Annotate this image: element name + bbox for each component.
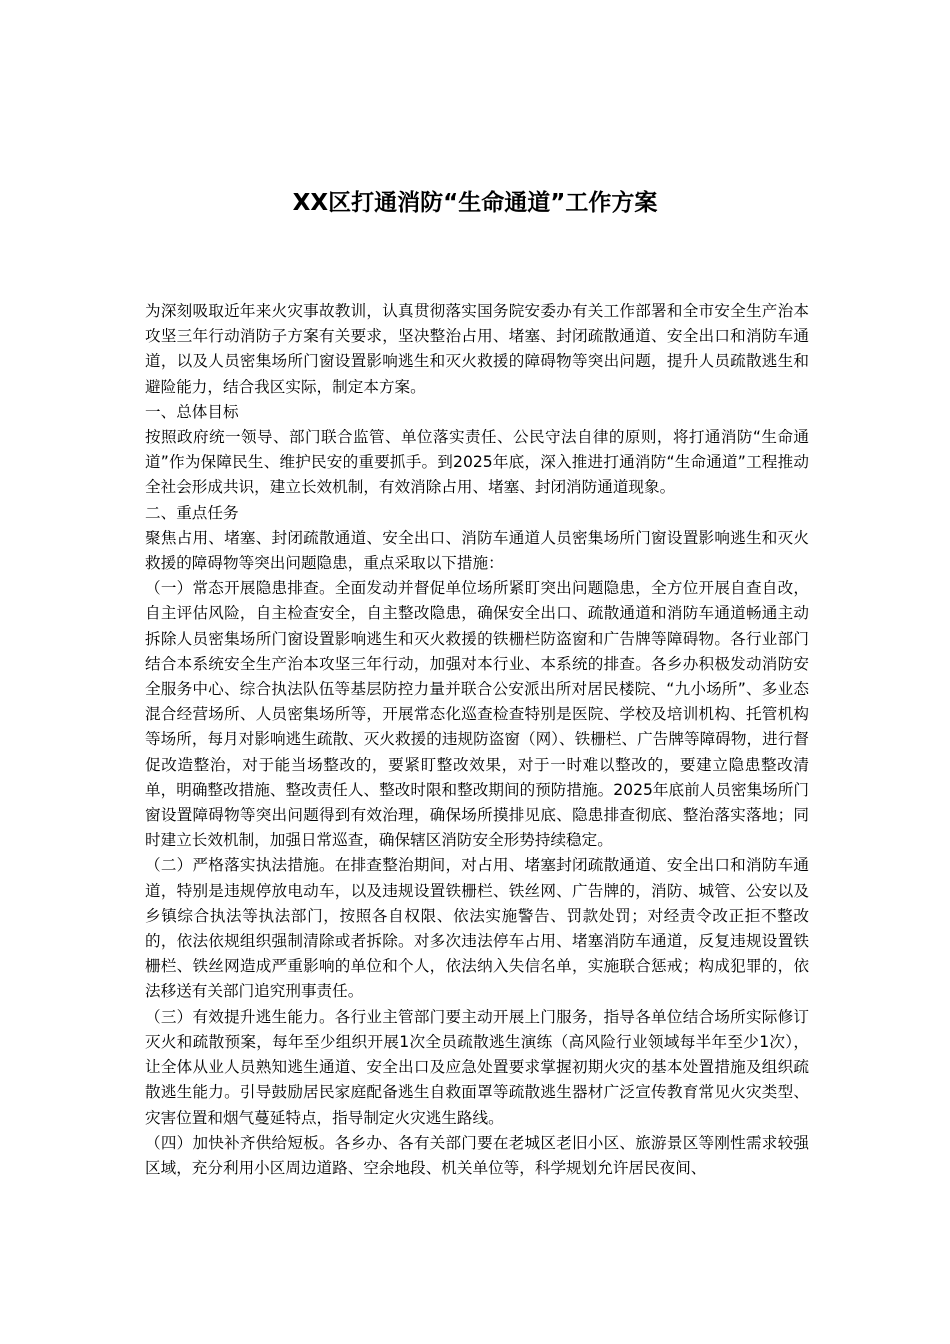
task-2-paragraph: （二）严格落实执法措施。在排查整治期间，对占用、堵塞封闭疏散通道、安全出口和消防车通道，特别是违规停放电动车，以及违规设置铁栅栏、铁丝网、广告牌的，消防、城管、公安以及乡镇综合执法等执法部门，按照各自权限、依法实施警告、罚款处罚；对经责令改正拒不整改的，依法依规组织强制清除或者拆除。对多次违法停车占用、堵塞消防车通道，反复违规设置铁栅栏、铁丝网造成严重影响的单位和个人，依法纳入失信名单，实施联合惩戒；构成犯罪的，依法移送有关部门追究刑事责任。 bbox=[145, 856, 809, 1001]
task-3-paragraph: （三）有效提升逃生能力。各行业主管部门要主动开展上门服务，指导各单位结合场所实际修订灭火和疏散预案，每年至少组织开展1次全员疏散逃生演练（高风险行业领域每半年至少1次），让全体从业人员熟知逃生通道、安全出口及应急处置要求掌握初期火灾的基本处置措施及组织疏散逃生能力。引导鼓励居民家庭配备逃生自救面罩等疏散逃生器材广泛宣传教育常见火灾类型、灾害位置和烟气蔓延特点，指导制定火灾逃生路线。 bbox=[145, 1007, 809, 1127]
key-tasks-intro-paragraph: 聚焦占用、堵塞、封闭疏散通道、安全出口、消防车通道人员密集场所门窗设置影响逃生和灭火救援的障碍物等突出问题隐患，重点采取以下措施： bbox=[145, 528, 809, 573]
section-heading-key-tasks: 二、重点任务 bbox=[145, 503, 239, 522]
document-title: XX区打通消防“生命通道”工作方案 bbox=[292, 190, 658, 216]
overall-goal-paragraph: 按照政府统一领导、部门联合监管、单位落实责任、公民守法自律的原则，将打通消防“生命通道”作为保障民生、维护民安的重要抓手。到2025年底，深入推进打通消防“生命通道”工程推动全社会形成共识，建立长效机制，有效消除占用、堵塞、封闭消防通道现象。 bbox=[145, 428, 809, 497]
task-4-paragraph: （四）加快补齐供给短板。各乡办、各有关部门要在老城区老旧小区、旅游景区等刚性需求较强区域，充分利用小区周边道路、空余地段、机关单位等，科学规划允许居民夜间、 bbox=[145, 1133, 809, 1177]
intro-paragraph: 为深刻吸取近年来火灾事故教训，认真贯彻落实国务院安委办有关工作部署和全市安全生产治本攻坚三年行动消防子方案有关要求，坚决整治占用、堵塞、封闭疏散通道、安全出口和消防车通道，以及人员密集场所门窗设置影响逃生和灭火救援的障碍物等突出问题，提升人员疏散逃生和避险能力，结合我区实际，制定本方案。 bbox=[145, 302, 809, 396]
document-body bbox=[145, 299, 809, 1181]
section-heading-overall-goal: 一、总体目标 bbox=[145, 402, 239, 421]
task-1-paragraph: （一）常态开展隐患排查。全面发动并督促单位场所紧盯突出问题隐患，全方位开展自查自改，自主评估风险，自主检查安全，自主整改隐患，确保安全出口、疏散通道和消防车通道畅通主动拆除人员密集场所门窗设置影响逃生和灭火救援的铁栅栏防盗窗和广告牌等障碍物。各行业部门结合本系统安全生产治本攻坚三年行动，加强对本行业、本系统的排查。各乡办积极发动消防安全服务中心、综合执法队伍等基层防控力量并联合公安派出所对居民楼院、“九小场所”、多业态混合经营场所、人员密集场所等，开展常态化巡查检查特别是医院、学校及培训机构、托管机构等场所，每月对影响逃生疏散、灭火救援的违规防盗窗（网）、铁栅栏、广告牌等障碍物，进行督促改造整治，对于能当场整改的，要紧盯整改效果，对于一时难以整改的，要建立隐患整改清单，明确整改措施、整改责任人、整改时限和整改期间的预防措施。2025年底前人员密集场所门窗设置障碍物等突出问题得到有效治理，确保场所摸排见底、隐患排查彻底、整治落实落地；同时建立长效机制，加强日常巡查，确保辖区消防安全形势持续稳定。 bbox=[145, 579, 809, 850]
